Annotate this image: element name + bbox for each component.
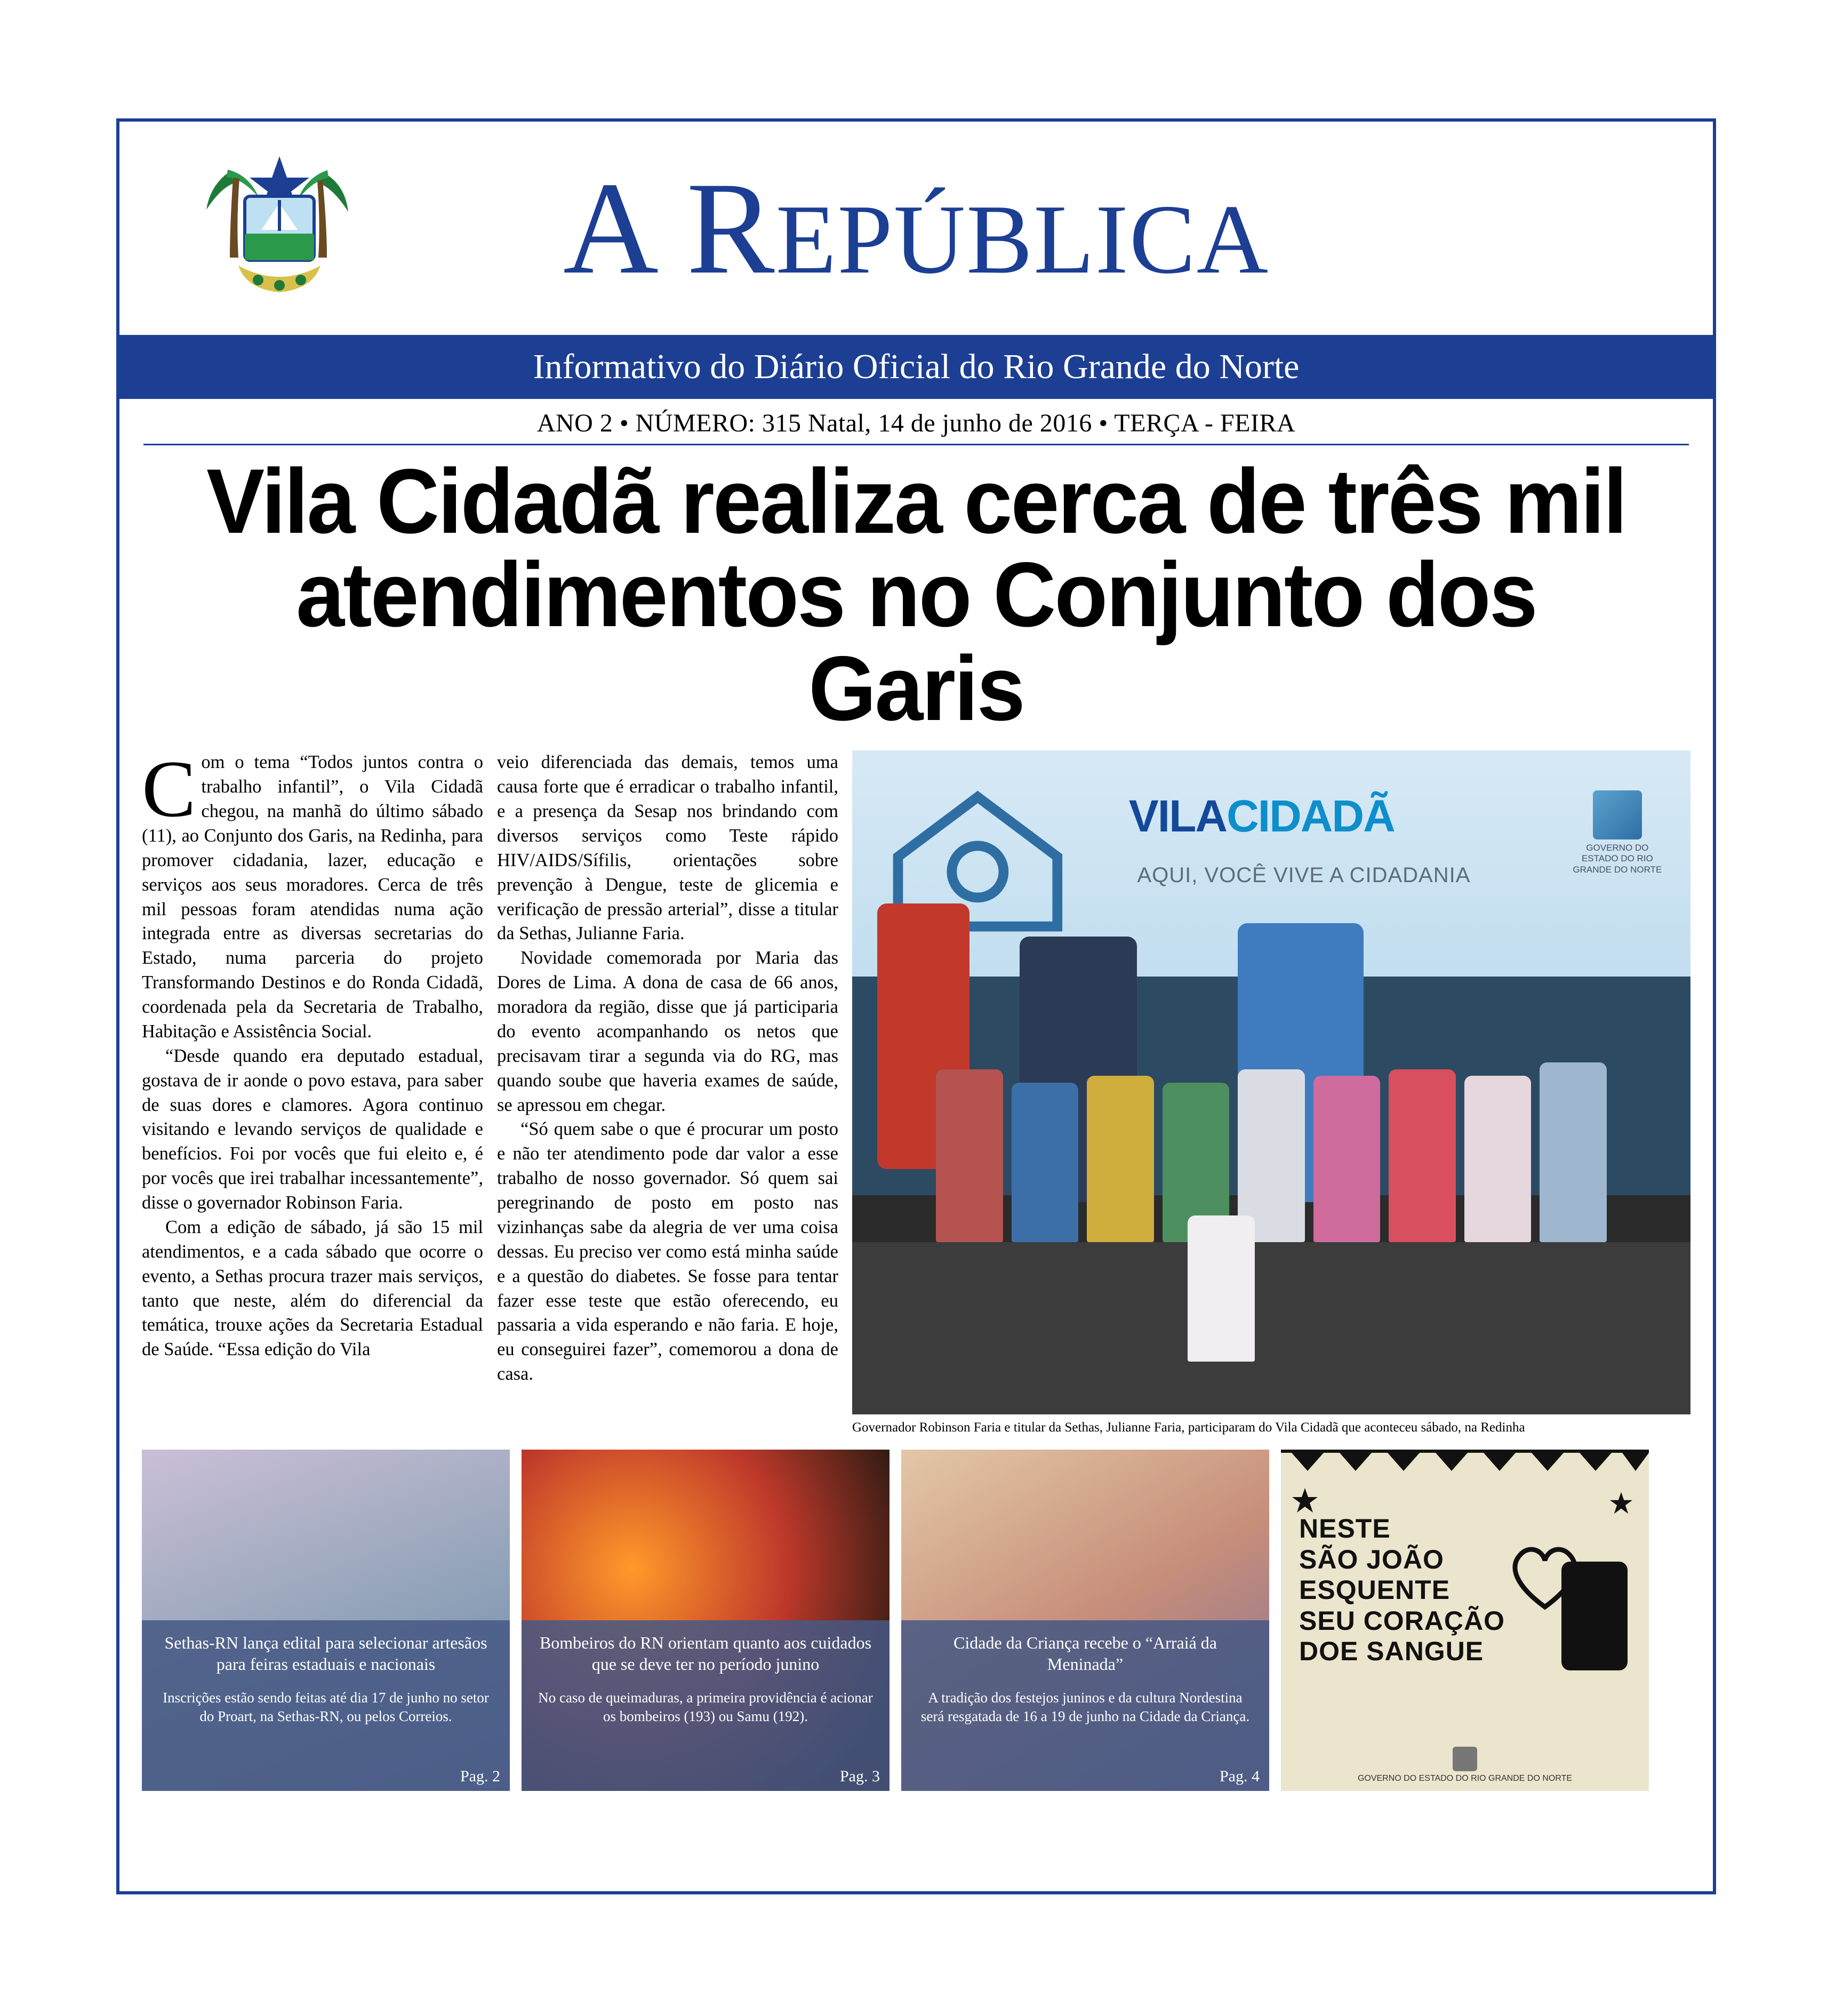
ad-line-4: SEU CORAÇÃO xyxy=(1299,1605,1505,1636)
card-title: Bombeiros do RN orientam quanto aos cuidados que se deve ter no período junino xyxy=(539,1633,872,1674)
photo-child xyxy=(1313,1076,1381,1242)
photo-child xyxy=(936,1069,1003,1242)
masthead xyxy=(119,122,1713,335)
article-paragraph: “Só quem sabe o que é procurar um posto e não ter atendimento pode dar valor a esse trabalho de nosso governador. Só quem sai peregrinando de posto em posto nas vizinhanças sabe da alegria de ver uma coisa dessas. Eu preciso ver como está minha saúde e a questão do diabetes. Se fosse para tentar fazer esse teste que estão oferecendo, eu passaria a vida esperando e não faria. E hoje, eu conseguirei fazer”, comemorou a dona de casa. xyxy=(497,1119,838,1385)
card-cidade-crianca[interactable] xyxy=(901,1450,1269,1791)
ad-footer-text: GOVERNO DO ESTADO DO RIO GRANDE DO NORTE xyxy=(1357,1774,1573,1783)
photo-child xyxy=(1464,1076,1532,1242)
article-paragraph: veio diferenciada das demais, temos uma causa forte que é erradicar o trabalho infantil, e a presença da Sesap nos brindando com diversos serviços como Teste rápido HIV/AIDS/Sífilis, orientações sobre prevenção à Dengue, teste de glicemia e verificação de pressão arterial”, disse a titular da Sethas, Julianne Faria. xyxy=(497,752,838,944)
gov-logo-text: GOVERNO DO ESTADO DO RIO GRANDE DO NORTE xyxy=(1573,843,1662,875)
paragraph-text: om o tema “Todos juntos contra o trabalho infantil”, o Vila Cidadã chegou, na manhã do último sábado (11), ao Conjunto dos Garis, na Redinha, para promover cidadania, lazer, educação e serviços aos seus moradores. Cerca de três mil pessoas foram atendidas numa ação integrada entre as diversas secretarias do Estado, numa parceria do projeto Transformando Destinos e do Ronda Cidadã, coordenada pela da Secretaria de Trabalho, Habitação e Assistência Social. xyxy=(142,752,483,1042)
issue-line xyxy=(143,402,1689,445)
photo-child xyxy=(1012,1083,1079,1242)
ad-footer xyxy=(1281,1747,1649,1783)
ad-line-2: SÃO JOÃO xyxy=(1299,1544,1444,1574)
blood-donation-ad[interactable] xyxy=(1281,1450,1649,1791)
photo-child-toddler xyxy=(1188,1215,1255,1362)
drop-cap: C xyxy=(142,744,196,834)
page-frame xyxy=(116,118,1716,1894)
ad-text xyxy=(1299,1514,1505,1667)
star-icon xyxy=(1292,1487,1318,1514)
ad-line-3: ESQUENTE xyxy=(1299,1575,1451,1605)
card-page-ref: Pag. 2 xyxy=(460,1767,500,1786)
card-description: No caso de queimaduras, a primeira providência é acionar os bombeiros (193) ou Samu (192). xyxy=(538,1690,873,1725)
card-description: A tradição dos festejos juninos e da cultura Nordestina será resgatada de 16 a 19 de junho na Cidade da Criança. xyxy=(920,1690,1250,1725)
headline xyxy=(119,445,1713,738)
card-sethas[interactable] xyxy=(142,1450,510,1791)
card-image-sethas xyxy=(142,1450,510,1791)
star-icon xyxy=(1609,1491,1633,1515)
card-overlay xyxy=(901,1620,1269,1791)
blood-bag-icon xyxy=(1561,1562,1628,1670)
card-bombeiros[interactable] xyxy=(522,1450,890,1791)
gov-emblem-icon xyxy=(1593,790,1642,839)
photo-child xyxy=(1087,1076,1154,1242)
photo-ground xyxy=(852,1242,1690,1415)
headline-line-2: atendimentos no Conjunto dos Garis xyxy=(296,543,1536,740)
card-image-bombeiros xyxy=(522,1450,890,1791)
article-column-2 xyxy=(497,750,838,1436)
article-body xyxy=(119,738,1713,1436)
ad-line-1: NESTE xyxy=(1299,1514,1391,1544)
masthead-subtitle: Informativo do Diário Oficial do Rio Grande do Norte xyxy=(533,347,1300,386)
article-paragraph: Com a edição de sábado, já são 15 mil atendimentos, e a cada sábado que ocorre o evento, a Sethas procura trazer mais serviços, tanto que neste, além do diferencial da temática, trouxe ações da Secretaria Estadual de Saúde. “Essa edição do Vila xyxy=(142,1217,483,1360)
article-paragraph: “Desde quando era deputado estadual, gostava de ir aonde o povo estava, para saber de suas dores e clamores. Agora continuo visitando e levando serviços de qualidade e benefícios. Foi por vocês que fui eleito e, é por vocês que irei trabalhar incessantemente”, disse o governador Robinson Faria. xyxy=(142,1045,483,1213)
bottom-card-strip xyxy=(119,1436,1713,1812)
masthead-subtitle-bar xyxy=(119,335,1713,399)
photo-caption: Governador Robinson Faria e titular da Sethas, Julianne Faria, participaram do Vila Cidadã que aconteceu sábado, na Redinha xyxy=(852,1420,1525,1435)
card-description: Inscrições estão sendo feitas até dia 17 de junho no setor do Proart, na Sethas-RN, ou pelos Correios. xyxy=(163,1690,489,1725)
card-page-ref: Pag. 4 xyxy=(1220,1767,1260,1786)
page-title xyxy=(563,155,1270,301)
title-main: A R xyxy=(563,155,776,301)
photo-brand-part2: CIDADÃ xyxy=(1227,791,1395,841)
photo-gov-logo xyxy=(1569,790,1665,875)
card-overlay xyxy=(142,1620,510,1791)
card-title: Cidade da Criança recebe o “Arraiá da Meninada” xyxy=(953,1633,1217,1674)
photo-brand xyxy=(1129,790,1395,842)
ad-line-5: DOE SANGUE xyxy=(1299,1636,1484,1667)
junina-flags-icon xyxy=(1281,1450,1649,1482)
article-column-1 xyxy=(142,744,483,1436)
photo-brand-part1: VILA xyxy=(1128,791,1227,841)
card-page-ref: Pag. 3 xyxy=(840,1767,880,1786)
card-image-cidade-crianca xyxy=(901,1450,1269,1791)
issue-line-text: ANO 2 • NÚMERO: 315 Natal, 14 de junho de 2016 • TERÇA - FEIRA xyxy=(536,409,1296,437)
headline-line-1: Vila Cidadã realiza cerca de três mil xyxy=(206,450,1626,553)
gov-emblem-icon xyxy=(1453,1747,1477,1771)
main-photo xyxy=(852,750,1690,1414)
article-paragraph: Novidade comemorada por Maria das Dores de Lima. A dona de casa de 66 anos, moradora da região, disse que já participaria do evento acompanhando os netos que precisavam tirar a segunda via do RG, mas quando soube que haveria exames de saúde, se apressou em chegar. xyxy=(497,948,838,1115)
photo-child xyxy=(1389,1069,1456,1242)
photo-brand-subtitle: AQUI, VOCÊ VIVE A CIDADANIA xyxy=(1137,863,1471,887)
photo-child xyxy=(1540,1062,1607,1242)
article-photo-column xyxy=(852,750,1690,1436)
article-paragraph xyxy=(142,744,483,1044)
title-rest: EPÚBLICA xyxy=(775,185,1270,294)
card-title: Sethas-RN lança edital para selecionar artesãos para feiras estaduais e nacionais xyxy=(164,1633,487,1674)
crest-icon xyxy=(165,140,394,316)
card-overlay xyxy=(522,1620,890,1791)
